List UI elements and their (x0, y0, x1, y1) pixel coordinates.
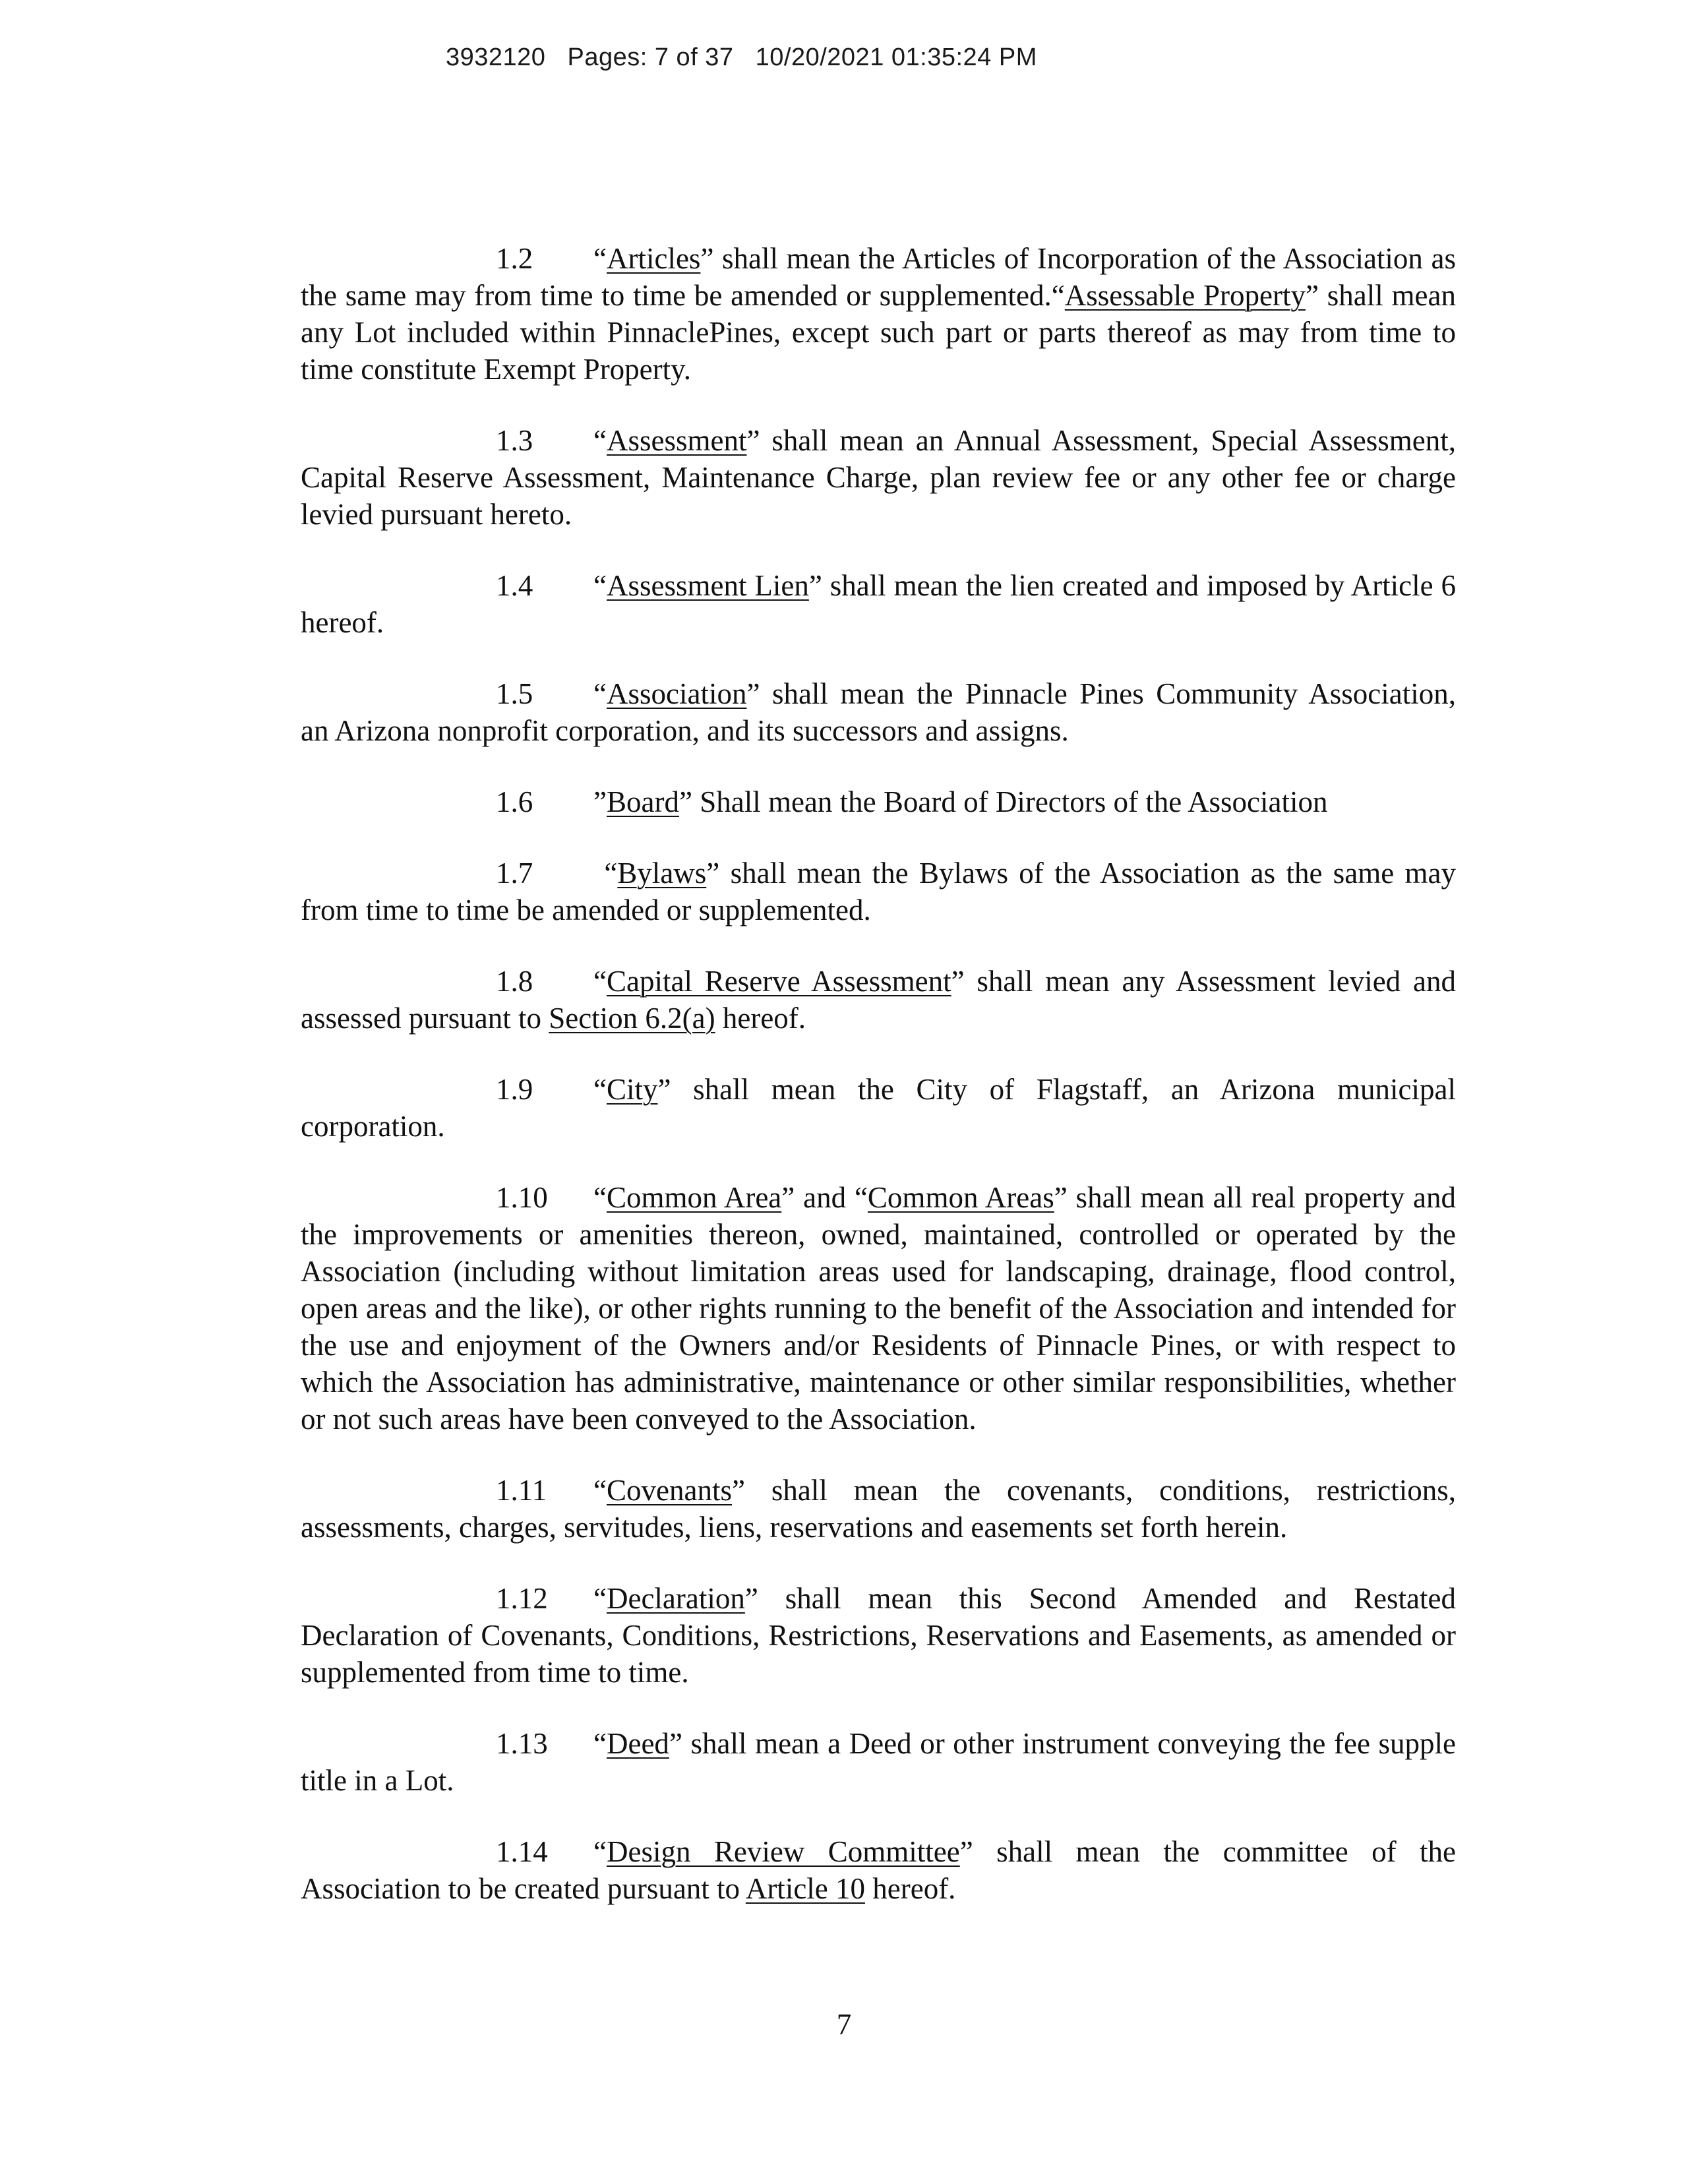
quote-mark: ” (744, 1582, 758, 1615)
quote-mark: ” (706, 857, 720, 890)
quote-mark: “ (593, 1835, 607, 1868)
definition-text: shall mean all real property and the improvements or amenities thereon, owned, maintained, controlled or operated by the Association (including without limitation areas used for landscaping, drainage, flood control, open areas and the like), or other rights running to the benefit of the Association and intended for the use and enjoyment of the Owners and/or Residents of Pinnacle Pines, or with respect to which the Association has administrative, maintenance or other similar responsibilities, whether or not such areas have been conveyed to the Association. (301, 1181, 1456, 1436)
definition-1-4 (301, 567, 1456, 641)
section-number: 1.13 (496, 1727, 548, 1760)
quote-mark: ” (657, 1073, 671, 1106)
quote-mark: “ (593, 1727, 607, 1760)
section-number: 1.9 (496, 1073, 533, 1106)
definition-text: shall mean the covenants, conditions, restrictions, assessments, charges, servitudes, liens, reservations and easements set forth herein. (301, 1474, 1456, 1544)
quote-mark: ” (808, 569, 822, 602)
defined-term: Common Area (606, 1181, 782, 1214)
definition-1-10 (301, 1179, 1456, 1438)
quote-mark: “ (1051, 279, 1065, 312)
quote-mark: “ (593, 1073, 607, 1106)
defined-term: Design Review Committee (606, 1835, 960, 1868)
quote-mark: ” (781, 1181, 795, 1214)
definition-text: shall mean this Second Amended and Restated Declaration of Covenants, Conditions, Restrictions, Reservations and Easements, as amended or supplemented from time to time. (301, 1582, 1456, 1689)
quote-mark: ” (959, 1835, 973, 1868)
quote-mark: “ (593, 1582, 607, 1615)
quote-mark: ” (678, 785, 692, 818)
definition-1-8 (301, 963, 1456, 1037)
quote-mark: “ (854, 1181, 868, 1214)
definition-text: shall mean an Annual Assessment, Special Assessment, Capital Reserve Assessment, Maintenance Charge, plan review fee or any other fee or charge levied pursuant hereto. (301, 424, 1456, 531)
definition-text: shall mean any Lot included within PinnaclePines, except such part or parts thereof as may from time to time constitute Exempt Property. (301, 279, 1456, 386)
section-number: 1.7 (496, 857, 533, 890)
defined-term: Declaration (606, 1582, 745, 1615)
defined-term: Board (606, 785, 679, 818)
defined-term: Covenants (606, 1474, 732, 1507)
definition-1-2 (301, 240, 1456, 388)
definition-1-12 (301, 1580, 1456, 1691)
defined-term: Capital Reserve Assessment (606, 965, 951, 998)
defined-term: Assessment (606, 424, 747, 457)
definition-text: hereof. (715, 1002, 806, 1035)
definition-text: and (795, 1181, 855, 1214)
quote-mark: “ (593, 677, 607, 710)
definition-1-5 (301, 675, 1456, 749)
defined-term: Association (606, 677, 747, 710)
quote-mark: “ (593, 1474, 607, 1507)
quote-mark: ” (746, 424, 760, 457)
definition-1-9 (301, 1071, 1456, 1145)
definition-text: shall mean the committee of the Association to be created pursuant to (301, 1835, 1456, 1905)
section-number: 1.8 (496, 965, 533, 998)
section-number: 1.11 (496, 1474, 547, 1507)
definition-text: shall mean the Articles of Incorporation of the Association as the same may from time to time be amended or supplemented. (301, 242, 1456, 312)
section-number: 1.12 (496, 1582, 548, 1615)
recording-stamp-header (446, 44, 1037, 72)
defined-term: Bylaws (617, 857, 707, 890)
definition-1-14 (301, 1833, 1456, 1907)
quote-mark: ” (1054, 1181, 1068, 1214)
quote-mark: ” (1306, 279, 1319, 312)
defined-term: Deed (606, 1727, 669, 1760)
section-number: 1.5 (496, 677, 533, 710)
definition-1-13 (301, 1725, 1456, 1799)
quote-mark: ” (700, 242, 714, 275)
definition-text: Shall mean the Board of Directors of the Association (692, 785, 1328, 818)
quote-mark: ” (669, 1727, 682, 1760)
section-number: 1.2 (496, 242, 533, 275)
definition-1-11 (301, 1472, 1456, 1546)
defined-term: Common Areas (867, 1181, 1054, 1214)
recording-datetime: 10/20/2021 01:35:24 PM (755, 44, 1037, 71)
defined-term: Articles (606, 242, 701, 275)
section-number: 1.3 (496, 424, 533, 457)
quote-mark: “ (593, 424, 607, 457)
quote-mark: “ (593, 965, 607, 998)
definition-text: shall mean a Deed or other instrument conveying the fee supple title in a Lot. (301, 1727, 1456, 1797)
definition-text: hereof. (865, 1872, 956, 1905)
section-number: 1.4 (496, 569, 533, 602)
quote-mark: ” (746, 677, 760, 710)
document-number: 3932120 (446, 44, 546, 71)
section-number: 1.14 (496, 1835, 548, 1868)
definition-text: shall mean the Pinnacle Pines Community Association, an Arizona nonprofit corporation, and its successors and assigns. (301, 677, 1456, 747)
definition-text: shall mean the Bylaws of the Association as the same may from time to time be amended or supplemented. (301, 857, 1456, 926)
defined-term: Assessment Lien (606, 569, 809, 602)
defined-term: Assessable Property (1064, 279, 1306, 312)
definition-1-7 (301, 855, 1456, 928)
quote-mark: ” (731, 1474, 745, 1507)
page-count: Pages: 7 of 37 (567, 44, 734, 71)
quote-mark: “ (593, 857, 618, 890)
quote-mark: ” (593, 785, 607, 818)
section-number: 1.10 (496, 1181, 548, 1214)
quote-mark: “ (593, 1181, 607, 1214)
definition-text: shall mean any Assessment levied and assessed pursuant to (301, 965, 1456, 1035)
definition-text: shall mean the lien created and imposed by Article 6 hereof. (301, 569, 1456, 639)
definition-1-3 (301, 422, 1456, 533)
article-reference: Article 10 (745, 1872, 866, 1905)
defined-term: City (606, 1073, 658, 1106)
definition-1-6 (301, 783, 1456, 820)
quote-mark: “ (593, 569, 607, 602)
definitions-body (301, 240, 1456, 1941)
quote-mark: ” (951, 965, 965, 998)
section-number: 1.6 (496, 785, 533, 818)
page-number: 7 (836, 2008, 852, 2041)
section-reference: Section 6.2(a) (549, 1002, 715, 1035)
quote-mark: “ (593, 242, 607, 275)
definition-text: shall mean the City of Flagstaff, an Arizona municipal corporation. (301, 1073, 1456, 1143)
